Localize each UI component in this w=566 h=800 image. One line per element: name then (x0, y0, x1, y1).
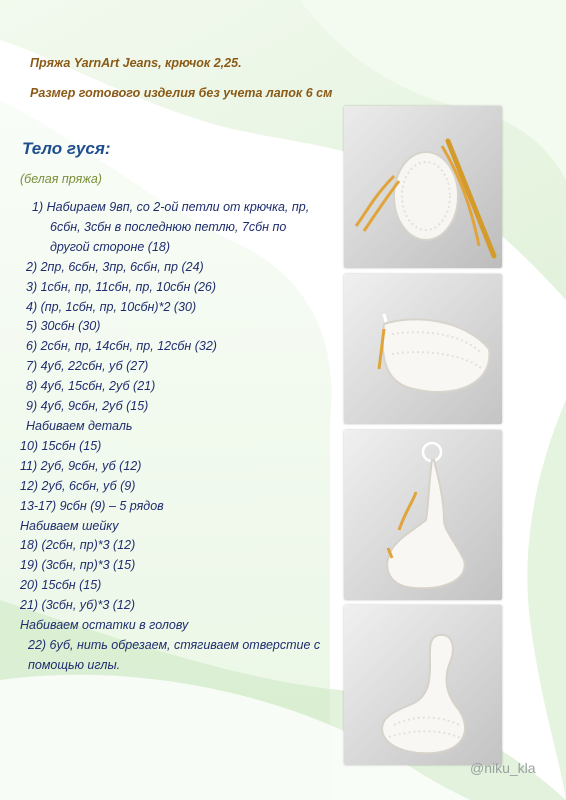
step-item: 11) 2уб, 9сбн, уб (12) (20, 458, 142, 473)
section-title: Тело гуся: (22, 139, 111, 158)
author-watermark: @niku_kla (470, 760, 536, 776)
step-item: 1) Набираем 9вп, со 2-ой петли от крючка, пр, 6сбн, 3сбн в последнюю петлю, 7сбн по другой стороне (18) (32, 200, 310, 254)
step-note: Набиваем деталь (26, 418, 133, 433)
step-item: 7) 4уб, 22сбн, уб (27) (26, 359, 149, 374)
step-item: 6) 2сбн, пр, 14сбн, пр, 12сбн (32) (26, 339, 217, 354)
crochet-step-body-sides-photo (344, 274, 502, 424)
section-subtitle: (белая пряжа) (20, 172, 102, 186)
step-note: Набиваем остатки в голову (20, 618, 189, 633)
yarn-hook-info: Пряжа YarnArt Jeans, крючок 2,25. (30, 56, 242, 70)
step-item: 21) (3сбн, уб)*3 (12) (20, 598, 135, 613)
step-item: 9) 4уб, 9сбн, 2уб (15) (26, 399, 149, 414)
step-item: 2) 2пр, 6сбн, 3пр, 6сбн, пр (24) (26, 259, 204, 274)
crochet-step-finished-body-photo (344, 605, 502, 765)
step-item: 5) 30сбн (30) (26, 319, 101, 334)
step-item: 19) (3сбн, пр)*3 (15) (20, 558, 136, 573)
step-item: 20) 15сбн (15) (20, 578, 102, 593)
step-item: 22) 6уб, нить обрезаем, стягиваем отверстие с помощью иглы. (28, 637, 321, 672)
crochet-step-neck-forming-photo (344, 430, 502, 600)
step-item: 4) (пр, 1сбн, пр, 10сбн)*2 (30) (26, 299, 197, 314)
step-item: 3) 1сбн, пр, 11сбн, пр, 10сбн (26) (26, 279, 217, 294)
step-item: 13-17) 9сбн (9) – 5 рядов (20, 498, 164, 513)
instruction-steps (20, 198, 325, 676)
finished-size-info: Размер готового изделия без учета лапок 6 см (30, 86, 333, 100)
step-item: 12) 2уб, 6сбн, уб (9) (20, 478, 136, 493)
step-note: Набиваем шейку (20, 518, 119, 533)
step-item: 10) 15сбн (15) (20, 438, 102, 453)
step-item: 18) (2сбн, пр)*3 (12) (20, 538, 136, 553)
step-item: 8) 4уб, 15сбн, 2уб (21) (26, 379, 156, 394)
crochet-step-oval-base-photo (344, 106, 502, 268)
